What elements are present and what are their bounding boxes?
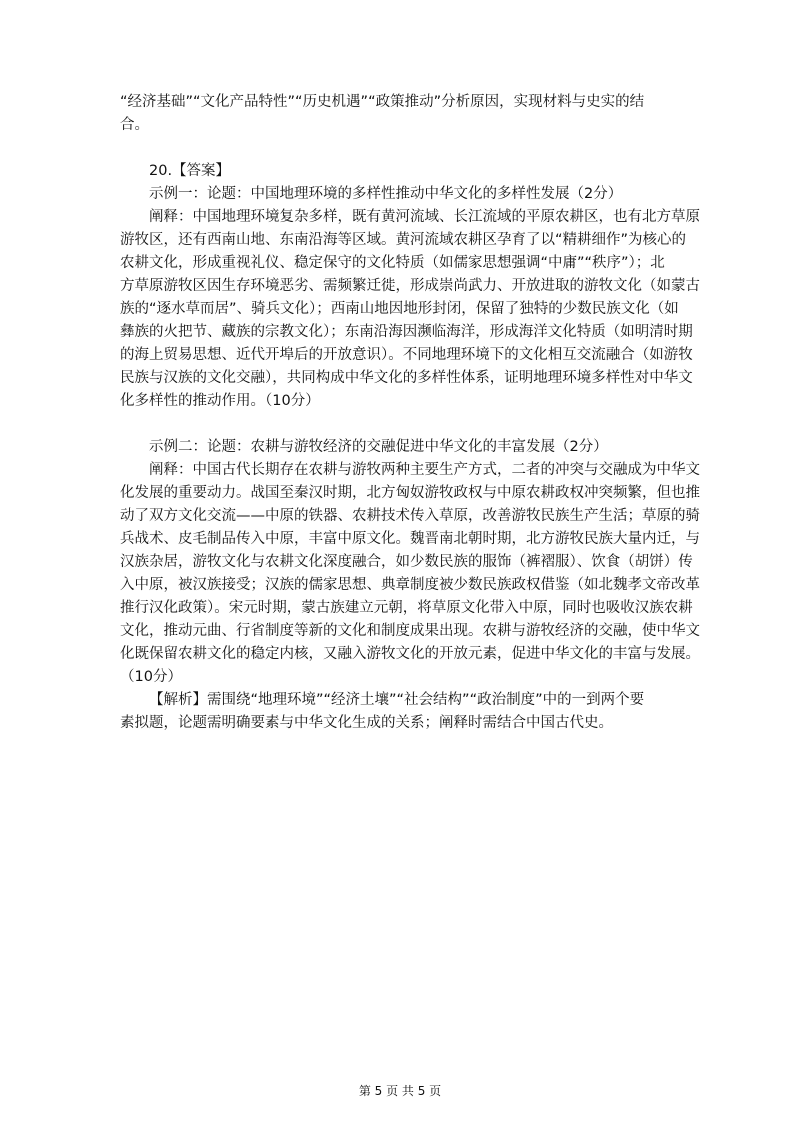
- intro-line: “经济基础”“文化产品特性”“历史机遇”“政策推动”分析原因，实现材料与史实的结: [120, 94, 645, 110]
- example1-line: 的海上贸易思想、近代开埠后的开放意识）。不同地理环境下的文化相互交流融合（如游牧: [120, 347, 693, 363]
- example1-line: 农耕文化，形成重视礼仪、稳定保守的文化特质（如儒家思想强调“中庸”“秩序”）；北: [120, 255, 665, 271]
- spacer: [120, 137, 700, 160]
- example1-line: 民族与汉族的文化交融），共同构成中华文化的多样性体系，证明地理环境多样性对中华文: [120, 370, 693, 386]
- answer-heading: 20.【答案】: [149, 163, 231, 179]
- example2-line: 化既保留农耕文化的稳定内核，又融入游牧文化的开放元素，促进中华文化的丰富与发展。: [120, 646, 700, 662]
- example1-line: 游牧区，还有西南山地、东南沿海等区域。黄河流域农耕区孕育了以“精耕细作”为核心的: [120, 232, 687, 248]
- analysis-line: 【解析】需围绕“地理环境”“经济土壤”“社会结构”“政治制度”中的一到两个要: [149, 692, 645, 708]
- example1-line: 彝族的火把节、藏族的宗教文化）；东南沿海因濒临海洋，形成海洋文化特质（如明清时期: [120, 324, 693, 340]
- intro-line: 合。: [120, 117, 149, 133]
- example2-line: 入中原，被汉族接受；汉族的儒家思想、典章制度被少数民族政权借鉴（如北魏孝文帝改革: [120, 577, 700, 593]
- example1-line: 化多样性的推动作用。（10分）: [120, 393, 320, 409]
- example2-line: 阐释：中国古代长期存在农耕与游牧两种主要生产方式，二者的冲突与交融成为中华文: [149, 462, 700, 478]
- example2-line: 推行汉化政策）。宋元时期，蒙古族建立元朝，将草原文化带入中原，同时也吸收汉族农耕: [120, 600, 693, 616]
- page-number: 第 5 页 共 5 页: [358, 1084, 442, 1098]
- analysis-line: 素拟题，论题需明确要素与中华文化生成的关系；阐释时需结合中国古代史。: [120, 715, 613, 731]
- example2-line: 化发展的重要动力。战国至秦汉时期，北方匈奴游牧政权与中原农耕政权冲突频繁，但也推: [120, 485, 700, 501]
- example2-topic: 示例二：论题：农耕与游牧经济的交融促进中华文化的丰富发展（2分）: [149, 439, 608, 455]
- example2-line: 兵战术、皮毛制品传入中原，丰富中原文化。魏晋南北朝时期，北方游牧民族大量内迁，与: [120, 531, 700, 547]
- example2-line: 汉族杂居，游牧文化与农耕文化深度融合，如少数民族的服饰（裤褶服）、饮食（胡饼）传: [120, 554, 693, 570]
- example1-topic: 示例一：论题：中国地理环境的多样性推动中华文化的多样性发展（2分）: [149, 186, 623, 202]
- example2-line: 文化，推动元曲、行省制度等新的文化和制度成果出现。农耕与游牧经济的交融，使中华文: [120, 623, 700, 639]
- example2-line: （10分）: [120, 669, 182, 685]
- document-body: [120, 91, 700, 735]
- example1-line: 方草原游牧区因生存环境恶劣、需频繁迁徙，形成崇尚武力、开放进取的游牧文化（如蒙古: [120, 278, 700, 294]
- example1-line: 阐释：中国地理环境复杂多样，既有黄河流域、长江流域的平原农耕区，也有北方草原: [149, 209, 700, 225]
- spacer: [120, 413, 700, 436]
- example1-line: 族的“逐水草而居”、骑兵文化）；西南山地因地形封闭，保留了独特的少数民族文化（如: [120, 301, 679, 317]
- example2-line: 动了双方文化交流——中原的铁器、农耕技术传入草原，改善游牧民族生产生活；草原的骑: [120, 508, 700, 524]
